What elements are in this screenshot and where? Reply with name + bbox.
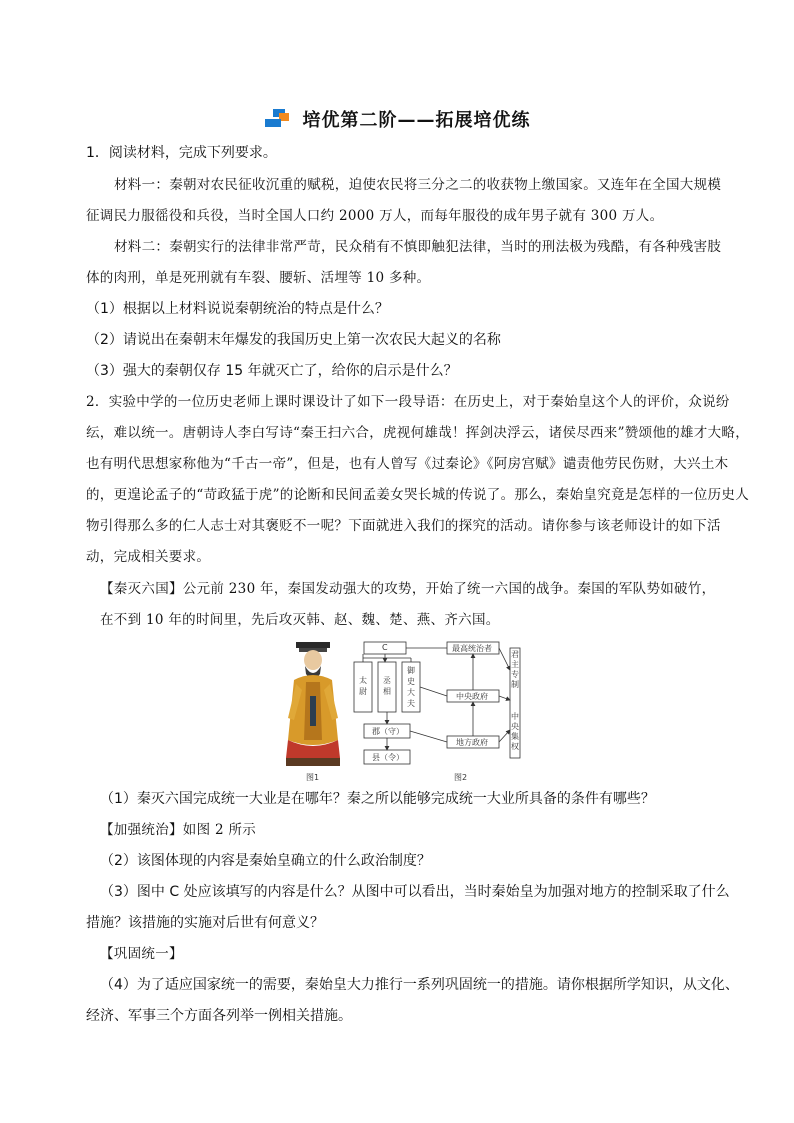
diagram-box-central-gov: 中央政府 <box>456 692 488 701</box>
diagram-box-xian: 县（令） <box>372 753 404 762</box>
q2-intro-line5: 物引得那么多的仁人志士对其褒贬不一呢？下面就进入我们的探究的活动。请你参与该老师设计的如下活 <box>86 518 721 534</box>
diagram-box-c: C <box>382 643 388 652</box>
figure-qin-government <box>282 640 522 782</box>
q1-material2-line2: 体的肉刑，单是死刑就有车裂、腰斩、活埋等 10 多种。 <box>86 270 431 286</box>
q1-material2-line1: 材料二：秦朝实行的法律非常严苛，民众稍有不慎即触犯法律，当时的刑法极为残酷，有各种残害肢 <box>114 239 722 255</box>
section-header <box>0 106 794 132</box>
q2-sub1: （1）秦灭六国完成统一大业是在哪年？秦之所以能够完成统一大业所具备的条件有哪些？ <box>100 791 655 807</box>
diagram-box-jun: 郡（守） <box>372 727 404 736</box>
q1-material1-line1: 材料一：秦朝对农民征收沉重的赋税，迫使农民将三分之二的收获物上缴国家。又连年在全国大规模 <box>114 177 722 193</box>
figure1-label: 图1 <box>306 773 320 782</box>
q1-sub2: （2）请说出在秦朝末年爆发的我国历史上第一次农民大起义的名称 <box>86 332 501 348</box>
diagram-box-yushidafu: 御 史 大 夫 <box>407 666 415 708</box>
q2-intro-line6: 动，完成相关要求。 <box>86 549 211 565</box>
q2-intro-line3: 也有明代思想家称他为“千古一帝”，但是，也有人曾写《过秦论》《阿房宫赋》谴责他劳民伤财，大兴土木 <box>86 456 729 472</box>
q2-sub4-line1: （4）为了适应国家统一的需要，秦始皇大力推行一系列巩固统一的措施。请你根据所学知识，从文化、 <box>100 977 739 993</box>
q1-sub1: （1）根据以上材料说说秦朝统治的特点是什么？ <box>86 301 389 317</box>
page-title: 培优第二阶——拓展培优练 <box>302 110 531 131</box>
q1-material1-line2: 征调民力服徭役和兵役，当时全国人口约 2000 万人，而每年服役的成年男子就有 300 万人。 <box>86 208 664 224</box>
figure2-label: 图2 <box>454 773 468 782</box>
diagram-box-chengxiang: 丞 相 <box>383 676 391 696</box>
q1-stem: 1．阅读材料，完成下列要求。 <box>86 145 277 161</box>
q2-sub4-line2: 经济、军事三个方面各列举一例相关措施。 <box>86 1008 352 1024</box>
diagram-box-local-gov: 地方政府 <box>456 738 488 747</box>
q2-consolidate-heading: 【巩固统一】 <box>100 946 183 962</box>
q2-qin-line2: 在不到 10 年的时间里，先后攻灭韩、赵、魏、楚、燕、齐六国。 <box>100 612 500 628</box>
q2-intro-line2: 纭，难以统一。唐朝诗人李白写诗“秦王扫六合，虎视何雄哉！挥剑决浮云，诸侯尽西来”赞颂他的雄才大略， <box>86 425 750 441</box>
diagram-box-centralization: 中 央 集 权 <box>511 712 519 751</box>
diagram-box-supreme-ruler: 最高统治者 <box>452 644 492 653</box>
diagram-box-taiwei: 太 尉 <box>359 676 367 696</box>
q2-qin-line1: 【秦灭六国】公元前 230 年，秦国发动强大的攻势，开始了统一六国的战争。秦国的军队势如破竹， <box>100 581 716 597</box>
q2-sub2: （2）该图体现的内容是秦始皇确立的什么政治制度？ <box>100 853 431 869</box>
diagram-box-autocracy: 君 主 专 制 <box>511 650 519 689</box>
q2-intro-line4: 的，更遑论孟子的“苛政猛于虎”的论断和民间孟姜女哭长城的传说了。那么，秦始皇究竟是怎样的一位历史人 <box>86 487 750 503</box>
q1-sub3: （3）强大的秦朝仅存 15 年就灭亡了，给你的启示是什么？ <box>86 363 458 379</box>
section-logo-icon <box>263 109 293 129</box>
q2-strengthen-heading: 【加强统治】如图 2 所示 <box>100 822 257 838</box>
q2-intro-line1: 2．实验中学的一位历史老师上课时课设计了如下一段导语：在历史上，对于秦始皇这个人的评价，众说纷 <box>86 394 730 410</box>
q2-sub3-line1: （3）图中 C 处应该填写的内容是什么？从图中可以看出，当时秦始皇为加强对地方的控制采取了什么 <box>100 884 730 900</box>
q2-sub3-line2: 措施？该措施的实施对后世有何意义？ <box>86 915 324 931</box>
